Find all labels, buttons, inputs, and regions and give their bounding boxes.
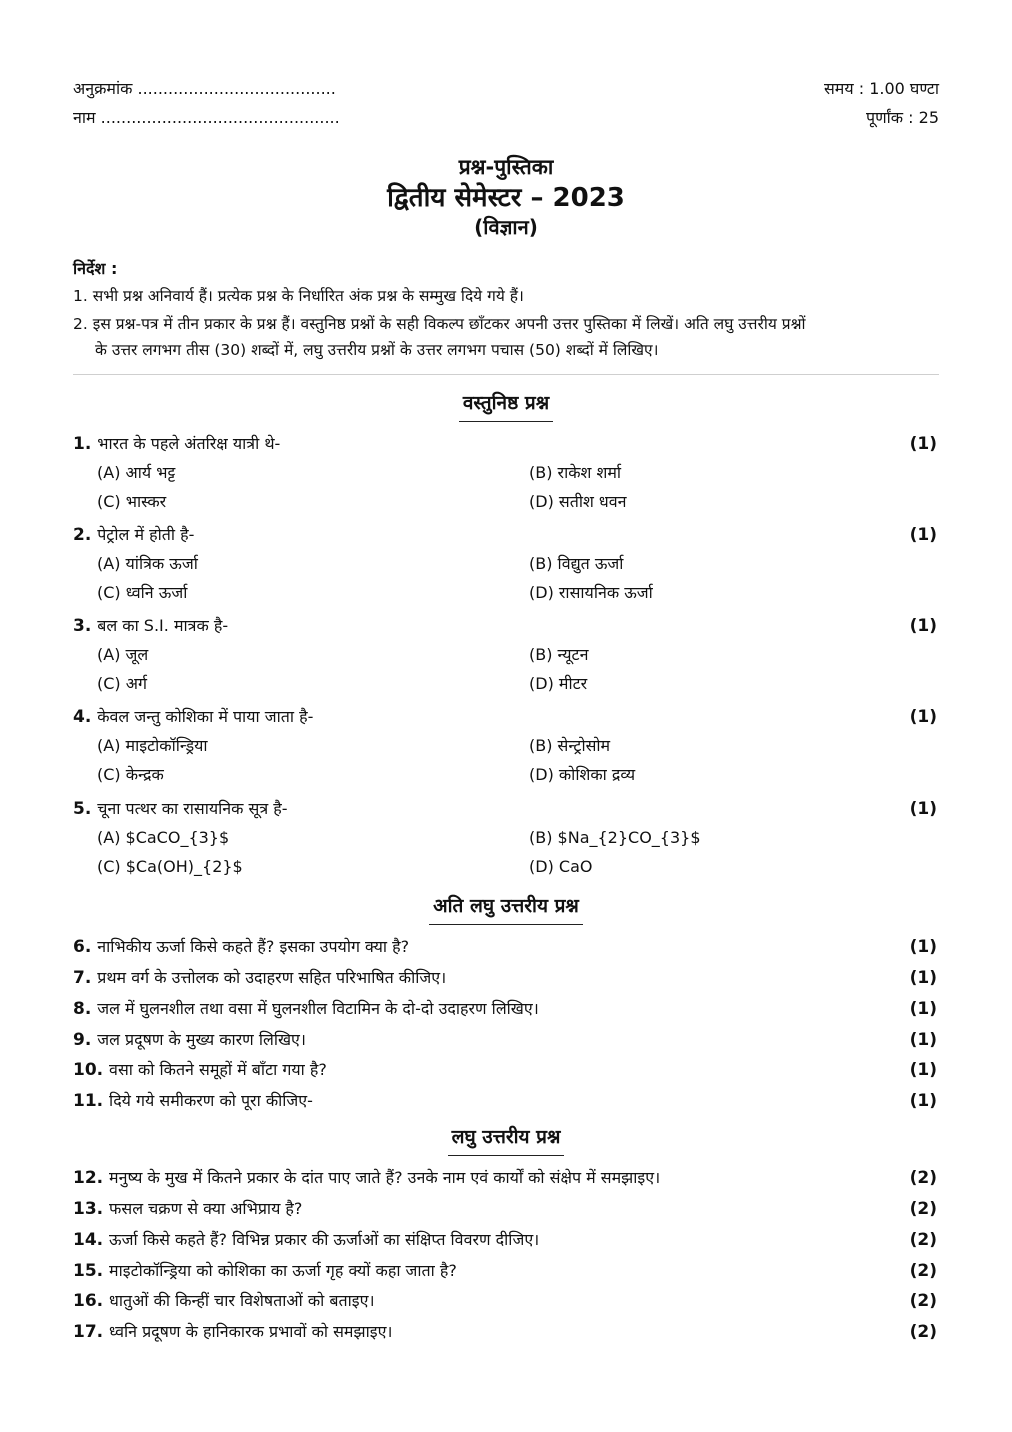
option-c: (C) केन्द्रक <box>97 765 164 784</box>
question-text: चूना पत्थर का रासायनिक सूत्र है- <box>97 799 288 818</box>
question-row <box>73 1195 939 1223</box>
question-text: दिये गये समीकरण को पूरा कीजिए- <box>109 1091 313 1110</box>
question-text: माइटोकॉन्ड्रिया को कोशिका का ऊर्जा गृह क्यों कहा जाता है? <box>109 1261 457 1280</box>
question-row <box>73 1318 939 1346</box>
question-marks: (1) <box>909 525 937 545</box>
question-number: 17. <box>73 1322 110 1342</box>
question-text: नाभिकीय ऊर्जा किसे कहते हैं? इसका उपयोग क्या है? <box>97 937 410 956</box>
question-row <box>73 1287 939 1315</box>
question-number: 9. <box>73 1030 98 1050</box>
option-c: (C) अर्ग <box>97 674 147 693</box>
question-number: 2. <box>73 525 98 545</box>
section-heading-objective <box>0 388 1012 422</box>
full-marks-label: पूर्णांक : 25 <box>865 108 939 127</box>
option-b: (B) $Na_{2}CO_{3}$ <box>529 828 701 847</box>
question-marks: (1) <box>909 707 937 727</box>
question-text: जल में घुलनशील तथा वसा में घुलनशील विटामिन के दो-दो उदाहरण लिखिए। <box>97 999 539 1018</box>
question-text: वसा को कितने समूहों में बाँटा गया है? <box>109 1060 327 1079</box>
question-number: 6. <box>73 937 98 957</box>
question-row <box>73 1087 939 1115</box>
instruction-item-2-line-2: के उत्तर लगभग तीस (30) शब्दों में, लघु उत्तरीय प्रश्नों के उत्तर लगभग पचास (50) शब्दों में लिखिए। <box>95 341 659 359</box>
question-marks: (1) <box>909 1060 937 1080</box>
question-text: ऊर्जा किसे कहते हैं? विभिन्न प्रकार की ऊर्जाओं का संक्षिप्त विवरण दीजिए। <box>109 1230 540 1249</box>
options-row <box>73 459 939 487</box>
question-number: 7. <box>73 968 98 988</box>
divider-line <box>73 374 939 375</box>
question-marks: (2) <box>909 1322 937 1342</box>
time-label: समय : 1.00 घण्टा <box>823 79 939 98</box>
question-marks: (2) <box>909 1199 937 1219</box>
question-text: बल का S.I. मात्रक है- <box>97 616 229 635</box>
question-marks: (2) <box>909 1168 937 1188</box>
option-d: (D) रासायनिक ऊर्जा <box>529 583 653 602</box>
instruction-item-2-line-1: 2. इस प्रश्न-पत्र में तीन प्रकार के प्रश्न हैं। वस्तुनिष्ठ प्रश्नों के सही विकल्प छाँटकर अपनी उत्तर पुस्तिका में लिखें। अति लघु उत्तरीय प्रश्नों <box>73 315 806 333</box>
question-number: 1. <box>73 434 98 454</box>
question-marks: (1) <box>909 968 937 988</box>
options-row <box>73 670 939 698</box>
section-heading-short <box>0 1122 1012 1156</box>
question-row <box>73 1226 939 1254</box>
option-d: (D) कोशिका द्रव्य <box>529 765 636 784</box>
section-heading-very-short-text: अति लघु उत्तरीय प्रश्न <box>429 891 583 925</box>
question-marks: (2) <box>909 1291 937 1311</box>
question-number: 8. <box>73 999 98 1019</box>
question-row <box>73 612 939 640</box>
question-marks: (2) <box>909 1230 937 1250</box>
question-marks: (1) <box>909 999 937 1019</box>
semester-title: द्वितीय सेमेस्टर – 2023 <box>387 183 625 213</box>
question-text: पेट्रोल में होती है- <box>97 525 195 544</box>
header-row-2 <box>73 104 939 132</box>
question-marks: (1) <box>909 1030 937 1050</box>
booklet-title: प्रश्न-पुस्तिका <box>458 155 554 179</box>
options-row <box>73 579 939 607</box>
header-row-1 <box>73 75 939 103</box>
question-row <box>73 703 939 731</box>
option-c: (C) $Ca(OH)_{2}$ <box>97 857 243 876</box>
question-row <box>73 964 939 992</box>
question-text: भारत के पहले अंतरिक्ष यात्री थे- <box>97 434 281 453</box>
option-b: (B) राकेश शर्मा <box>529 463 622 482</box>
question-number: 10. <box>73 1060 110 1080</box>
option-b: (B) सेन्ट्रोसोम <box>529 736 611 755</box>
options-row <box>73 824 939 852</box>
question-text: ध्वनि प्रदूषण के हानिकारक प्रभावों को समझाइए। <box>109 1322 393 1341</box>
option-d: (D) सतीश धवन <box>529 492 627 511</box>
option-a: (A) $CaCO_{3}$ <box>97 828 230 847</box>
question-number: 3. <box>73 616 98 636</box>
roll-number-label: अनुक्रमांक ....................................... <box>73 79 336 98</box>
question-number: 14. <box>73 1230 110 1250</box>
question-row <box>73 430 939 458</box>
question-marks: (1) <box>909 1091 937 1111</box>
question-marks: (1) <box>909 799 937 819</box>
question-text: फसल चक्रण से क्या अभिप्राय है? <box>109 1199 303 1218</box>
instruction-item-1: 1. सभी प्रश्न अनिवार्य हैं। प्रत्येक प्रश्न के निर्धारित अंक प्रश्न के सम्मुख दिये गये हैं। <box>73 287 524 305</box>
question-row <box>73 1056 939 1084</box>
question-number: 12. <box>73 1168 110 1188</box>
question-text: धातुओं की किन्हीं चार विशेषताओं को बताइए। <box>109 1291 375 1310</box>
options-row <box>73 732 939 760</box>
option-d: (D) CaO <box>529 857 593 876</box>
question-number: 15. <box>73 1261 110 1281</box>
name-label: नाम ............................................... <box>73 108 340 127</box>
section-heading-very-short <box>0 891 1012 925</box>
options-row <box>73 853 939 881</box>
subject-title: (विज्ञान) <box>474 215 538 239</box>
question-row <box>73 795 939 823</box>
question-number: 4. <box>73 707 98 727</box>
options-row <box>73 550 939 578</box>
option-a: (A) जूल <box>97 645 149 664</box>
question-marks: (1) <box>909 616 937 636</box>
option-d: (D) मीटर <box>529 674 588 693</box>
option-b: (B) विद्युत ऊर्जा <box>529 554 624 573</box>
question-row <box>73 933 939 961</box>
question-row <box>73 521 939 549</box>
option-a: (A) माइटोकॉन्ड्रिया <box>97 736 208 755</box>
question-number: 11. <box>73 1091 110 1111</box>
options-row <box>73 641 939 669</box>
option-c: (C) भास्कर <box>97 492 167 511</box>
question-row <box>73 1026 939 1054</box>
question-number: 16. <box>73 1291 110 1311</box>
option-c: (C) ध्वनि ऊर्जा <box>97 583 188 602</box>
question-number: 5. <box>73 799 98 819</box>
question-text: प्रथम वर्ग के उत्तोलक को उदाहरण सहित परिभाषित कीजिए। <box>97 968 447 987</box>
question-text: जल प्रदूषण के मुख्य कारण लिखिए। <box>97 1030 306 1049</box>
section-heading-objective-text: वस्तुनिष्ठ प्रश्न <box>459 388 553 422</box>
question-text: केवल जन्तु कोशिका में पाया जाता है- <box>97 707 314 726</box>
question-marks: (1) <box>909 434 937 454</box>
options-row <box>73 488 939 516</box>
question-row <box>73 995 939 1023</box>
option-b: (B) न्यूटन <box>529 645 589 664</box>
instructions-heading: निर्देश : <box>73 259 118 278</box>
question-marks: (2) <box>909 1261 937 1281</box>
question-row <box>73 1257 939 1285</box>
option-a: (A) यांत्रिक ऊर्जा <box>97 554 198 573</box>
question-marks: (1) <box>909 937 937 957</box>
option-a: (A) आर्य भट्ट <box>97 463 176 482</box>
question-row <box>73 1164 939 1192</box>
section-heading-short-text: लघु उत्तरीय प्रश्न <box>448 1122 565 1156</box>
options-row <box>73 761 939 789</box>
question-text: मनुष्य के मुख में कितने प्रकार के दांत पाए जाते हैं? उनके नाम एवं कार्यों को संक्षेप में समझाइए। <box>109 1168 661 1187</box>
question-number: 13. <box>73 1199 110 1219</box>
